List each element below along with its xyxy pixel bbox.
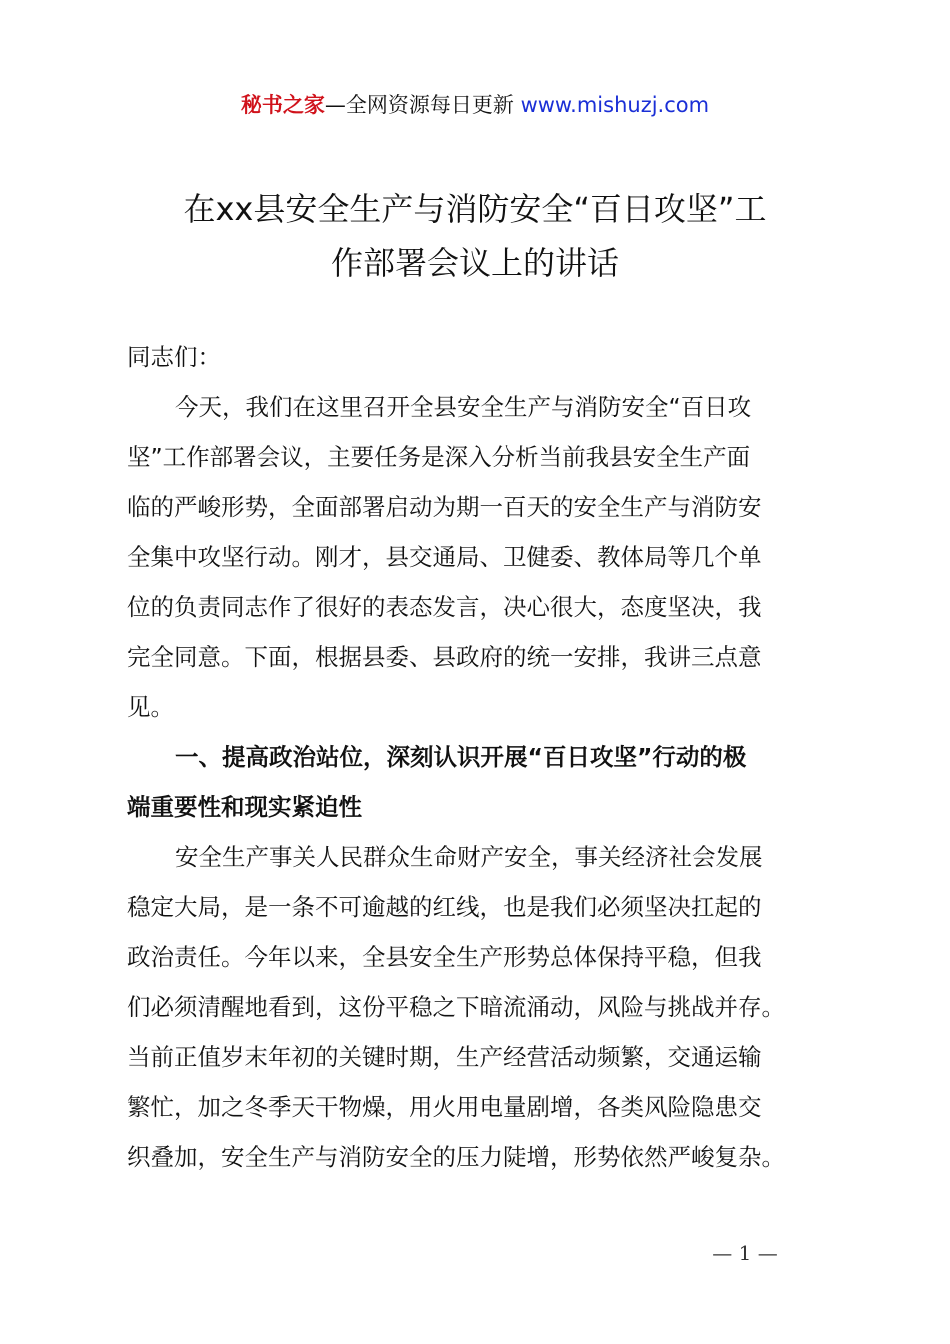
site-tagline: —全网资源每日更新 xyxy=(324,93,521,117)
salutation: 同志们： xyxy=(127,343,221,371)
paragraph-line: 们必须清醒地看到，这份平稳之下暗流涌动，风险与挑战并存。 xyxy=(127,993,785,1021)
paragraph-line: 坚”工作部署会议，主要任务是深入分析当前我县安全生产面 xyxy=(127,443,751,471)
site-brand: 秘书之家 xyxy=(240,93,325,117)
section-heading-line: 端重要性和现实紧迫性 xyxy=(127,793,362,821)
paragraph-line: 繁忙，加之冬季天干物燥，用火用电量剧增，各类风险隐患交 xyxy=(127,1093,762,1121)
paragraph-section-1 xyxy=(127,832,847,1182)
paragraph-line: 政治责任。今年以来，全县安全生产形势总体保持平稳，但我 xyxy=(127,943,762,971)
title-line-1: 在xx县安全生产与消防安全“百日攻坚”工 xyxy=(183,190,767,228)
paragraph-line: 完全同意。下面，根据县委、县政府的统一安排，我讲三点意 xyxy=(127,643,762,671)
site-url-link[interactable]: www.mishuzj.com xyxy=(520,93,710,117)
section-heading-line: 一、提高政治站位，深刻认识开展“百日攻坚”行动的极 xyxy=(175,743,747,771)
site-header xyxy=(0,88,950,122)
paragraph-line: 今天，我们在这里召开全县安全生产与消防安全“百日攻 xyxy=(175,393,752,421)
page-number: — 1 — xyxy=(712,1241,778,1265)
document-body xyxy=(127,332,847,1182)
paragraph-line: 位的负责同志作了很好的表态发言，决心很大，态度坚决，我 xyxy=(127,593,762,621)
paragraph-line: 全集中攻坚行动。刚才，县交通局、卫健委、教体局等几个单 xyxy=(127,543,762,571)
paragraph-intro xyxy=(127,382,847,732)
paragraph-line: 织叠加，安全生产与消防安全的压力陡增，形势依然严峻复杂。 xyxy=(127,1143,785,1171)
document-title xyxy=(100,182,850,290)
paragraph-line: 当前正值岁末年初的关键时期，生产经营活动频繁，交通运输 xyxy=(127,1043,762,1071)
paragraph-line: 临的严峻形势，全面部署启动为期一百天的安全生产与消防安 xyxy=(127,493,762,521)
paragraph-line: 安全生产事关人民群众生命财产安全，事关经济社会发展 xyxy=(175,843,763,871)
paragraph-line: 见。 xyxy=(127,693,174,721)
section-heading-1 xyxy=(127,732,847,832)
title-line-2: 作部署会议上的讲话 xyxy=(330,244,619,282)
paragraph-line: 稳定大局，是一条不可逾越的红线，也是我们必须坚决扛起的 xyxy=(127,893,762,921)
